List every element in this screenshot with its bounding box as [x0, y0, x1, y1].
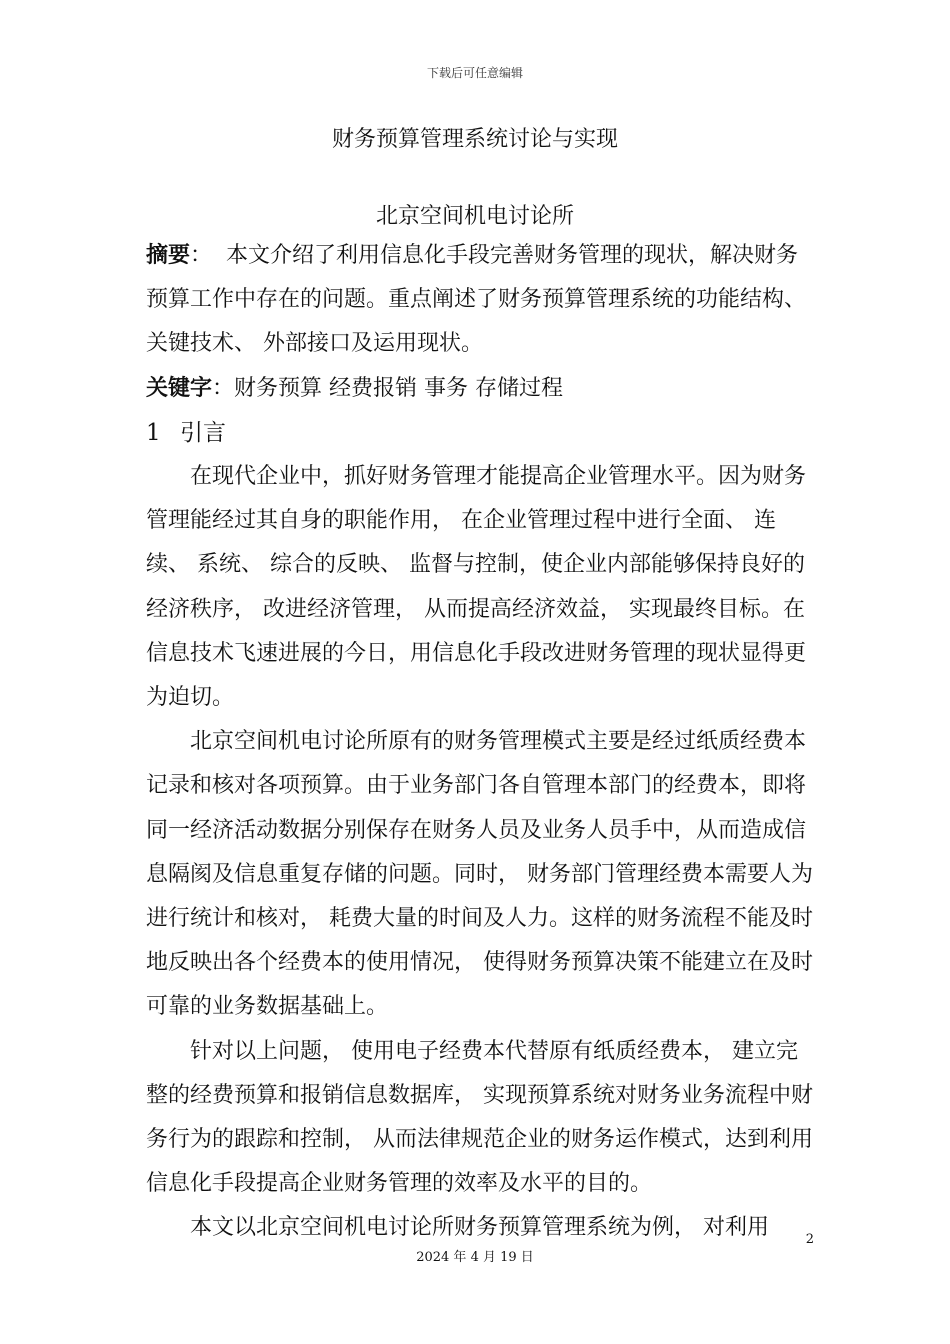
body-paragraph: 本文以北京空间机电讨论所财务预算管理系统为例， 对利用 — [190, 1215, 769, 1241]
section-title: 引言 — [180, 419, 226, 446]
abstract-paragraph — [146, 234, 816, 367]
document-title: 财务预算管理系统讨论与实现 — [331, 127, 618, 152]
footer-date: 2024 年 4 月 19 日 — [416, 1250, 534, 1265]
header-note: 下载后可任意编辑 — [426, 66, 523, 80]
section-number: 1 — [146, 419, 161, 446]
abstract-label: 摘要 — [146, 243, 191, 268]
section-heading — [146, 411, 816, 455]
body-paragraph: 北京空间机电讨论所原有的财务管理模式主要是经过纸质经费本记录和核对各项预算。由于业务部门各自管理本部门的经费本，即将同一经济活动数据分别保存在财务人员及业务人员手中，从而造成信息隔阂及信息重复存储的问题。同时， 财务部门管理经费本需要人为进行统计和核对， 耗费大量的时间及人力。这样的财务流程不能及时地反映出各个经费本的使用情况， 使得财务预算决策不能建立在及时可靠的业务数据基础上。 — [146, 729, 813, 1020]
keywords-text: 财务预算 经费报销 事务 存储过程 — [234, 375, 564, 401]
keywords-paragraph — [146, 367, 816, 411]
page-number: 2 — [805, 1232, 814, 1247]
keywords-separator: ： — [212, 375, 235, 401]
body-paragraph: 针对以上问题， 使用电子经费本代替原有纸质经费本， 建立完整的经费预算和报销信息数据库， 实现预算系统对财务业务流程中财务行为的跟踪和控制， 从而法律规范企业的财务运作模式，达到利用信息化手段提高企业财务管理的效率及水平的目的。 — [146, 1038, 813, 1197]
body-paragraph: 在现代企业中，抓好财务管理才能提高企业管理水平。因为财务管理能经过其自身的职能作用， 在企业管理过程中进行全面、 连续、 系统、 综合的反映、 监督与控制，使企业内部能够保持良好的经济秩序， 改进经济管理， 从而提高经济效益， 实现最终目标。在信息技术飞速进展的今日，用信息化手段改进财务管理的现状显得更为迫切。 — [146, 464, 807, 711]
document-body — [146, 234, 816, 1251]
abstract-separator: ： — [190, 243, 213, 268]
author-affiliation: 北京空间机电讨论所 — [375, 204, 574, 229]
keywords-label: 关键字 — [146, 375, 213, 401]
abstract-text: 本文介绍了利用信息化手段完善财务管理的现状，解决财务预算工作中存在的问题。重点阐述了财务预算管理系统的功能结构、 关键技术、 外部接口及运用现状。 — [146, 243, 807, 357]
